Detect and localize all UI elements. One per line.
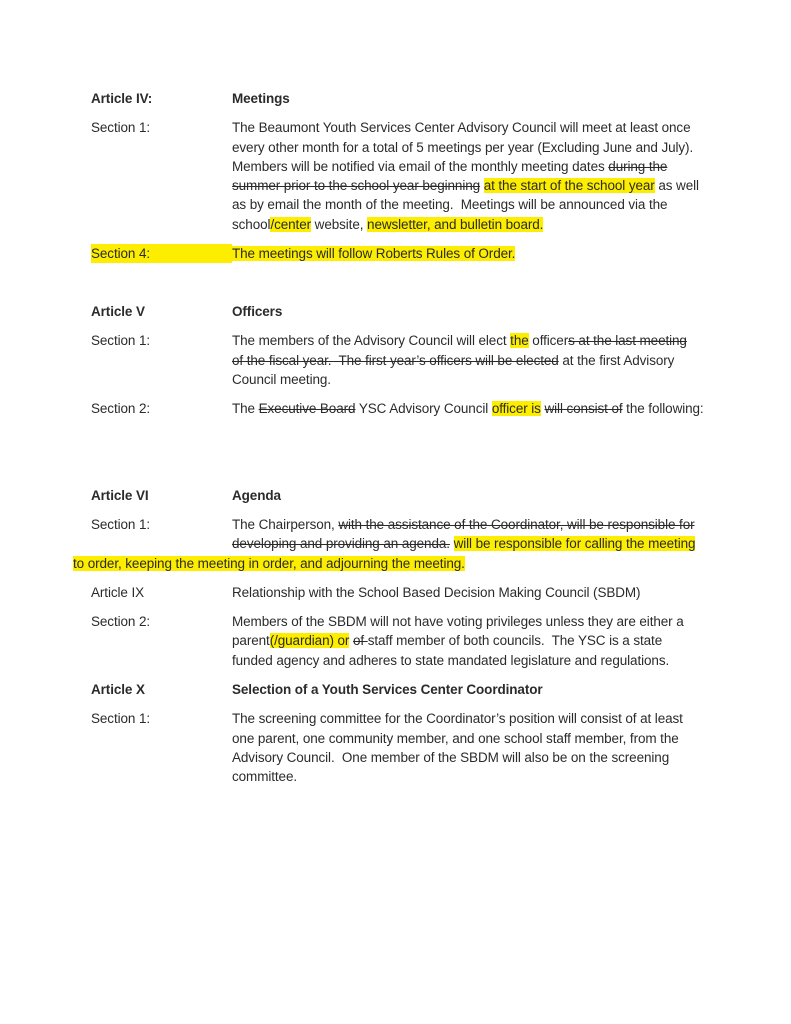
row-columns	[91, 244, 771, 263]
text-run: The screening committee for the Coordinator’s position will consist of at least	[232, 711, 683, 727]
highlighted-text: The meetings will follow Roberts Rules of Order.	[232, 246, 516, 262]
row-label: Section 1:	[91, 333, 151, 349]
row-content	[232, 302, 771, 321]
row-label: Section 1:	[91, 516, 151, 532]
text-run: The members of the Advisory Council will elect	[232, 333, 511, 349]
text-line	[232, 244, 771, 263]
text-run: Relationship with the School Based Decision Making Council (SBDM)	[232, 584, 641, 600]
row-content	[232, 709, 771, 786]
text-run: funded agency and adheres to state mandated legislature and regulations.	[232, 652, 670, 668]
row-content	[232, 399, 771, 418]
highlighted-text: will be responsible for calling the meeting	[453, 536, 696, 552]
text-line	[232, 157, 771, 176]
doc-row-article-iv-section-4	[91, 244, 771, 263]
row-columns	[91, 399, 771, 418]
text-line	[232, 767, 771, 786]
row-columns	[91, 515, 771, 554]
text-line	[73, 554, 771, 573]
row-columns	[91, 680, 771, 699]
highlighted-text: (/guardian) or	[269, 633, 350, 649]
text-line	[232, 534, 771, 553]
highlighted-text: to order, keeping the meeting in order, and adjourning the meeting.	[73, 555, 465, 571]
highlighted-text: the	[510, 333, 529, 349]
row-content	[232, 118, 771, 234]
text-run: at the first Advisory	[558, 352, 675, 368]
text-run: staff member of both councils. The YSC is a state	[367, 633, 663, 649]
doc-row-article-v-section-2	[91, 399, 771, 418]
strikethrough-text: with the assistance of the Coordinator, will be responsible for	[338, 516, 695, 532]
text-run: Meetings	[232, 91, 290, 106]
text-run: as well	[654, 178, 699, 194]
text-line	[232, 331, 771, 350]
row-content	[232, 583, 771, 602]
row-content	[232, 486, 771, 505]
row-content	[232, 244, 771, 263]
text-run: The Chairperson,	[232, 516, 339, 532]
row-columns	[91, 302, 771, 321]
document-body	[73, 89, 771, 787]
row-content	[232, 612, 771, 670]
strikethrough-text: during the	[608, 158, 668, 174]
row-label: Section 1:	[91, 711, 151, 727]
text-run: every other month for a total of 5 meetings per year (Excluding June and July).	[232, 139, 694, 155]
row-columns	[91, 118, 771, 234]
text-line	[232, 612, 771, 631]
text-run: Members of the SBDM will not have voting privileges unless they are either a	[232, 614, 684, 630]
row-label: Section 4:	[91, 244, 232, 263]
text-run: Advisory Council. One member of the SBDM will also be on the screening	[232, 749, 670, 765]
doc-row-article-vi-heading	[91, 486, 771, 505]
text-run: Council meeting.	[232, 371, 331, 387]
text-run: as by email the month of the meeting. Meetings will be announced via the	[232, 197, 668, 213]
text-line	[232, 729, 771, 748]
strikethrough-text: Executive Board	[258, 401, 356, 417]
text-line	[232, 302, 771, 321]
row-columns	[91, 89, 771, 108]
row-columns	[91, 709, 771, 786]
text-run: committee.	[232, 769, 298, 785]
doc-row-article-x-heading	[91, 680, 771, 699]
text-line	[232, 583, 771, 602]
text-run: Members will be notified via email of the monthly meeting dates	[232, 158, 609, 174]
text-line	[232, 709, 771, 728]
row-label: Article V	[91, 303, 145, 319]
text-line	[232, 680, 771, 699]
text-line	[232, 748, 771, 767]
document-rows	[73, 89, 771, 787]
row-label: Article IX	[91, 584, 145, 600]
text-run: one parent, one community member, and one school staff member, from the	[232, 730, 679, 746]
doc-row-article-v-section-1	[91, 331, 771, 389]
highlighted-text: at the start of the school year	[483, 178, 655, 194]
strikethrough-text: s at the last meeting	[568, 333, 687, 349]
doc-row-article-ix-heading	[91, 583, 771, 602]
text-run: school	[232, 216, 271, 232]
text-run: Agenda	[232, 487, 281, 503]
text-line	[232, 515, 771, 534]
row-label: Article X	[91, 682, 145, 698]
doc-row-article-iv-section-1	[91, 118, 771, 234]
text-line	[232, 176, 771, 195]
doc-row-article-v-heading	[91, 302, 771, 321]
text-run: the following:	[622, 401, 704, 417]
text-line	[232, 89, 771, 108]
text-line	[232, 351, 771, 370]
row-columns	[91, 331, 771, 389]
row-columns	[91, 583, 771, 602]
text-line	[232, 118, 771, 137]
row-content	[232, 89, 771, 108]
strikethrough-text: of the fiscal year. The first year’s officers will be elected	[232, 352, 559, 368]
strikethrough-text: summer prior to the school year beginning	[232, 178, 481, 194]
text-line	[232, 138, 771, 157]
highlighted-text: officer is	[491, 401, 541, 417]
row-label: Section 2:	[91, 401, 151, 417]
text-line	[232, 370, 771, 389]
row-content	[232, 331, 771, 389]
doc-row-article-ix-section-2	[91, 612, 771, 670]
text-run: parent	[232, 633, 270, 649]
text-line	[232, 195, 771, 214]
text-run: website,	[311, 216, 368, 232]
text-line	[232, 215, 771, 234]
row-content	[232, 515, 771, 554]
text-run: officer	[528, 333, 569, 349]
text-run: Officers	[232, 303, 283, 319]
text-run: The	[232, 401, 259, 417]
text-run: Selection of a Youth Services Center Coordinator	[232, 682, 543, 698]
doc-row-article-iv-heading	[91, 89, 771, 108]
strikethrough-text: of	[352, 633, 368, 649]
highlighted-text: /center	[270, 216, 312, 232]
row-label: Section 2:	[91, 614, 151, 630]
doc-row-article-vi-section-1	[73, 515, 771, 573]
text-run: The Beaumont Youth Services Center Advisory Council will meet at least once	[232, 120, 691, 136]
row-columns	[91, 486, 771, 505]
doc-row-article-x-section-1	[91, 709, 771, 786]
text-line	[232, 399, 771, 418]
row-label: Section 1:	[91, 120, 151, 136]
row-content	[232, 680, 771, 699]
text-line	[232, 651, 771, 670]
row-label: Article IV:	[91, 91, 153, 106]
text-line	[232, 486, 771, 505]
strikethrough-text: developing and providing an agenda.	[232, 536, 450, 552]
strikethrough-text: will consist of	[544, 401, 623, 417]
highlighted-text: newsletter, and bulletin board.	[367, 216, 544, 232]
row-columns	[91, 612, 771, 670]
text-run: YSC Advisory Council	[355, 401, 492, 417]
row-label: Article VI	[91, 487, 149, 503]
text-line	[232, 631, 771, 650]
